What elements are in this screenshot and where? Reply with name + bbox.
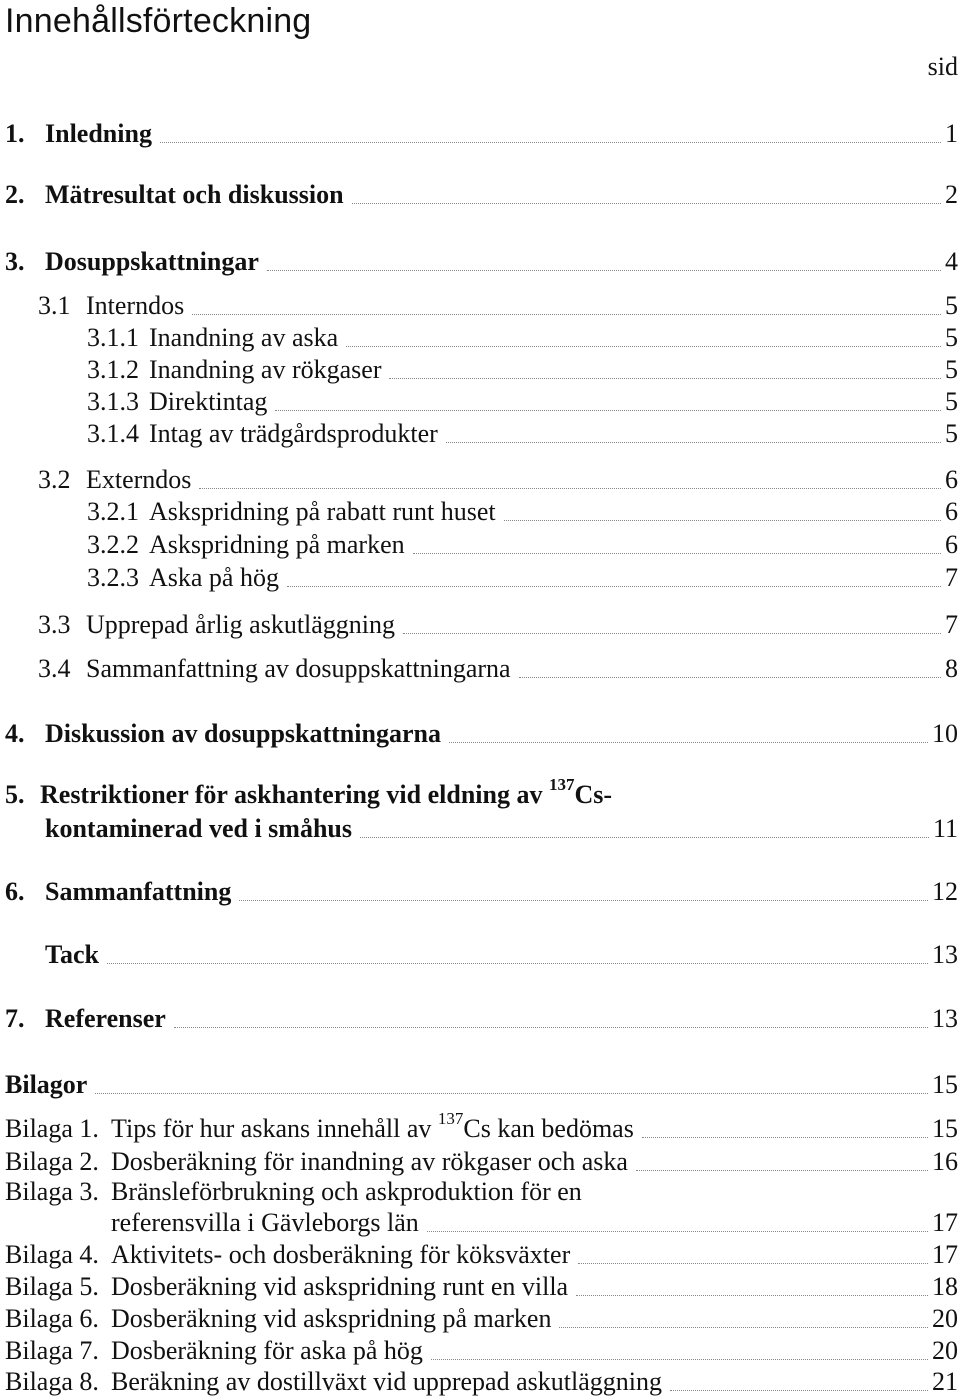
toc-title-suffix: Cs kan bedömas (463, 1114, 634, 1143)
toc-entry[interactable] (0, 998, 960, 1032)
toc-page: 10 (932, 719, 958, 748)
toc-number: 3.1.1 (87, 323, 139, 352)
toc-title: Upprepad årlig askutläggning (86, 610, 396, 639)
toc-page: 7 (945, 563, 958, 592)
toc-entry[interactable] (0, 285, 960, 319)
toc-title: Inandning av rökgaser (149, 355, 382, 384)
toc-entry[interactable] (0, 808, 960, 842)
toc-page: 17 (932, 1240, 958, 1269)
toc-page: 5 (945, 387, 958, 416)
toc-number: 3.2 (38, 465, 71, 494)
toc-number: Bilaga 4. (5, 1240, 99, 1269)
leader-dots (504, 520, 941, 521)
toc-number: 4. (5, 719, 25, 748)
toc-entry[interactable] (0, 241, 960, 275)
toc-title: Dosberäkning för inandning av rökgaser och aska (111, 1147, 628, 1176)
leader-dots (559, 1327, 928, 1328)
toc-number: Bilaga 3. (5, 1177, 99, 1206)
toc-number: Bilaga 6. (5, 1304, 99, 1333)
toc-page: 7 (945, 610, 958, 639)
toc-entry[interactable] (0, 317, 960, 351)
toc-title: Dosberäkning för aska på hög (111, 1336, 423, 1365)
toc-number: Bilaga 5. (5, 1272, 99, 1301)
toc-number: 3.2.1 (87, 497, 139, 526)
leader-dots (275, 410, 941, 411)
toc-page: 5 (945, 291, 958, 320)
toc-entry-first-line[interactable] (5, 775, 613, 809)
toc-entry[interactable] (0, 557, 960, 591)
toc-title: Tack (45, 940, 99, 969)
toc-title: Beräkning av dostillväxt vid upprepad askutläggning (111, 1367, 662, 1396)
toc-title-line2: referensvilla i Gävleborgs län (111, 1208, 419, 1237)
toc-title: Askspridning på rabatt runt huset (149, 497, 496, 526)
toc-page: 17 (932, 1208, 958, 1237)
toc-title: Diskussion av dosuppskattningarna (45, 719, 441, 748)
toc-page: 11 (932, 814, 958, 843)
toc-entry[interactable] (0, 1298, 960, 1332)
toc-title: Externdos (86, 465, 192, 494)
toc-page: 13 (932, 940, 958, 969)
toc-page: 21 (932, 1367, 958, 1396)
toc-title: Dosuppskattningar (45, 247, 259, 276)
toc-title: Dosberäkning vid askspridning runt en villa (111, 1272, 569, 1301)
toc-title: Sammanfattning av dosuppskattningarna (86, 654, 511, 683)
toc-number: 3.1.2 (87, 355, 139, 384)
toc-number: 3.3 (38, 610, 71, 639)
page-title: Innehållsförteckning (5, 2, 312, 40)
toc-page: 16 (932, 1147, 958, 1176)
toc-page: 2 (945, 180, 958, 209)
toc-title: Intag av trädgårdsprodukter (149, 419, 438, 448)
toc-title: Dosberäkning vid askspridning på marken (111, 1304, 552, 1333)
toc-entry[interactable] (0, 648, 960, 682)
toc-entry[interactable] (0, 524, 960, 558)
leader-dots (360, 837, 929, 838)
toc-number: Bilaga 1. (5, 1114, 99, 1143)
leader-dots (239, 900, 928, 901)
toc-number: 3.1.3 (87, 387, 139, 416)
toc-entry[interactable] (0, 713, 960, 747)
toc-entry[interactable] (0, 1202, 960, 1236)
toc-title: Inandning av aska (149, 323, 339, 352)
leader-dots (174, 1027, 928, 1028)
toc-number: Bilaga 7. (5, 1336, 99, 1365)
leader-dots (642, 1137, 928, 1138)
toc-page: 4 (945, 247, 958, 276)
toc-entry[interactable] (0, 1141, 960, 1175)
toc-entry[interactable] (0, 113, 960, 147)
leader-dots (389, 378, 941, 379)
toc-entry[interactable] (0, 1234, 960, 1268)
toc-title-line2: kontaminerad ved i småhus (45, 814, 352, 843)
toc-title: Referenser (45, 1004, 166, 1033)
toc-title: Inledning (45, 119, 152, 148)
toc-entry[interactable] (0, 174, 960, 208)
toc-page: 12 (932, 877, 958, 906)
leader-dots (446, 442, 941, 443)
toc-number: Bilaga 8. (5, 1367, 99, 1396)
toc-page: 15 (932, 1114, 958, 1143)
leader-dots (403, 633, 941, 634)
toc-page: 15 (932, 1070, 958, 1099)
leader-dots (413, 553, 941, 554)
toc-page: 20 (932, 1304, 958, 1333)
toc-entry[interactable] (0, 604, 960, 638)
toc-number: 3.2.2 (87, 530, 139, 559)
toc-entry[interactable] (0, 413, 960, 447)
toc-number: Bilaga 2. (5, 1147, 99, 1176)
toc-number: 3.1 (38, 291, 71, 320)
leader-dots (267, 270, 941, 271)
toc-number: 3. (5, 247, 25, 276)
leader-dots (431, 1359, 928, 1360)
toc-page: 5 (945, 323, 958, 352)
leader-dots (199, 488, 941, 489)
isotope-superscript: 137 (437, 1109, 464, 1128)
toc-entry[interactable] (0, 1064, 960, 1098)
toc-entry[interactable] (0, 871, 960, 905)
leader-dots (519, 677, 941, 678)
toc-title: Mätresultat och diskussion (45, 180, 344, 209)
toc-entry[interactable] (0, 934, 960, 968)
toc-number: 5. (5, 780, 25, 809)
toc-page: 5 (945, 419, 958, 448)
toc-page: 6 (945, 530, 958, 559)
toc-title-suffix: Cs- (574, 780, 613, 809)
leader-dots (95, 1093, 928, 1094)
toc-page: 6 (945, 465, 958, 494)
toc-title: Tips för hur askans innehåll av (111, 1114, 432, 1143)
leader-dots (578, 1263, 928, 1264)
toc-entry[interactable] (0, 349, 960, 383)
leader-dots (346, 346, 941, 347)
toc-entry[interactable] (0, 1330, 960, 1364)
toc-title: Restriktioner för askhantering vid eldning av (40, 780, 543, 809)
toc-page: 8 (945, 654, 958, 683)
leader-dots (160, 142, 941, 143)
toc-entry[interactable] (0, 1266, 960, 1300)
toc-page: 6 (945, 497, 958, 526)
toc-number: 2. (5, 180, 25, 209)
leader-dots (192, 314, 941, 315)
leader-dots (636, 1170, 928, 1171)
toc-title: Aska på hög (149, 563, 279, 592)
toc-number: 3.4 (38, 654, 71, 683)
leader-dots (107, 963, 928, 964)
toc-entry[interactable] (0, 381, 960, 415)
toc-page: 13 (932, 1004, 958, 1033)
toc-page: 18 (932, 1272, 958, 1301)
leader-dots (427, 1231, 928, 1232)
page-column-label: sid (927, 52, 958, 81)
toc-number: 1. (5, 119, 25, 148)
toc-page: 20 (932, 1336, 958, 1365)
toc-entry[interactable] (0, 491, 960, 525)
toc-number: 7. (5, 1004, 25, 1033)
toc-title: Sammanfattning (45, 877, 232, 906)
toc-entry[interactable] (0, 459, 960, 493)
toc-number: 3.2.3 (87, 563, 139, 592)
toc-title: Bilagor (5, 1070, 88, 1099)
toc-page: 1 (945, 119, 958, 148)
leader-dots (287, 586, 941, 587)
toc-title: Askspridning på marken (149, 530, 405, 559)
toc-title: Aktivitets- och dosberäkning för köksväxter (111, 1240, 571, 1269)
toc-entry[interactable] (0, 1108, 960, 1142)
isotope-superscript: 137 (548, 775, 575, 794)
toc-number: 6. (5, 877, 25, 906)
leader-dots (576, 1295, 928, 1296)
toc-number: 3.1.4 (87, 419, 139, 448)
toc-title: Direktintag (149, 387, 268, 416)
toc-entry[interactable] (0, 1361, 960, 1395)
toc-title: Bränsleförbrukning och askproduktion för en (111, 1177, 582, 1206)
leader-dots (449, 742, 928, 743)
toc-title: Interndos (86, 291, 185, 320)
leader-dots (352, 203, 941, 204)
toc-page: 5 (945, 355, 958, 384)
leader-dots (670, 1390, 928, 1391)
